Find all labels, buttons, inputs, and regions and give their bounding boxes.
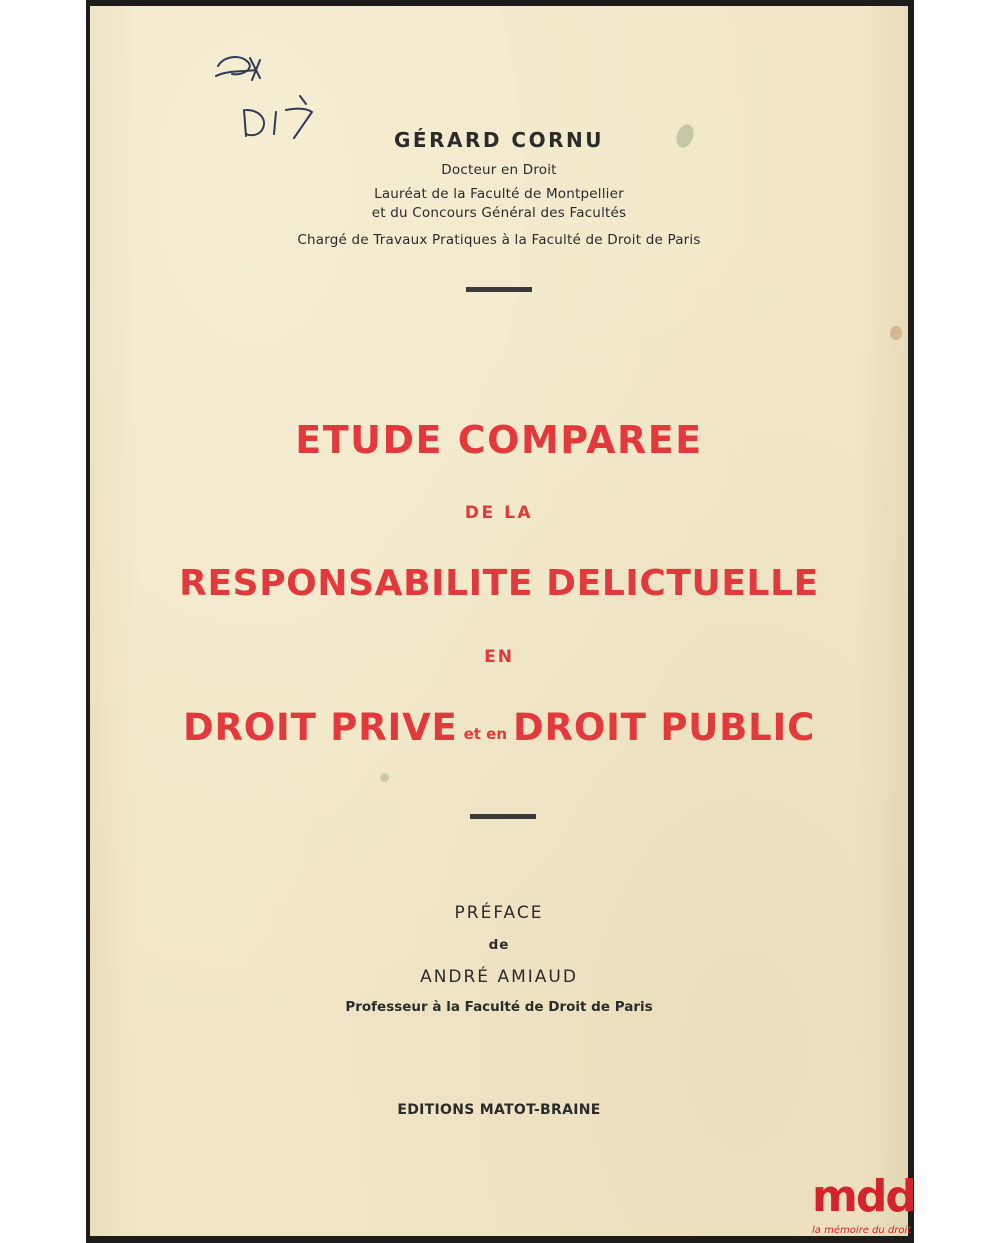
- title-line: RESPONSABILITE DELICTUELLE: [179, 563, 819, 604]
- publisher: EDITIONS MATOT-BRAINE: [397, 1102, 601, 1118]
- title-line: DE LA: [464, 503, 534, 523]
- title-line: EN: [484, 647, 514, 667]
- preface-author: ANDRÉ AMIAUD: [420, 967, 578, 987]
- preface-label: PRÉFACE: [454, 903, 544, 923]
- divider-rule: [466, 287, 532, 292]
- author-credential: Docteur en Droit: [441, 162, 557, 178]
- author-name: GÉRARD CORNU: [394, 128, 604, 152]
- preface-author-title: Professeur à la Faculté de Droit de Paris: [345, 999, 653, 1015]
- logo-mark: mdd: [812, 1171, 915, 1222]
- title-part: DROIT PUBLIC: [513, 706, 816, 749]
- title-conjunction: et en: [463, 725, 508, 743]
- title-line: ETUDE COMPAREE: [295, 418, 703, 462]
- book-cover: [90, 6, 915, 1236]
- logo-tagline: la mémoire du droit: [812, 1225, 912, 1236]
- author-credential: et du Concours Général des Facultés: [371, 205, 627, 221]
- title-part: DROIT PRIVE: [182, 706, 458, 749]
- divider-rule: [470, 814, 536, 819]
- paper-stain: [380, 773, 389, 782]
- paper-stain: [890, 326, 902, 340]
- title-line: [90, 706, 908, 749]
- author-credential: Chargé de Travaux Pratiques à la Faculté de Droit de Paris: [297, 232, 701, 248]
- author-credential: Lauréat de la Faculté de Montpellier: [374, 186, 624, 202]
- watermark-logo: [812, 1171, 915, 1243]
- preface-by: de: [488, 937, 510, 953]
